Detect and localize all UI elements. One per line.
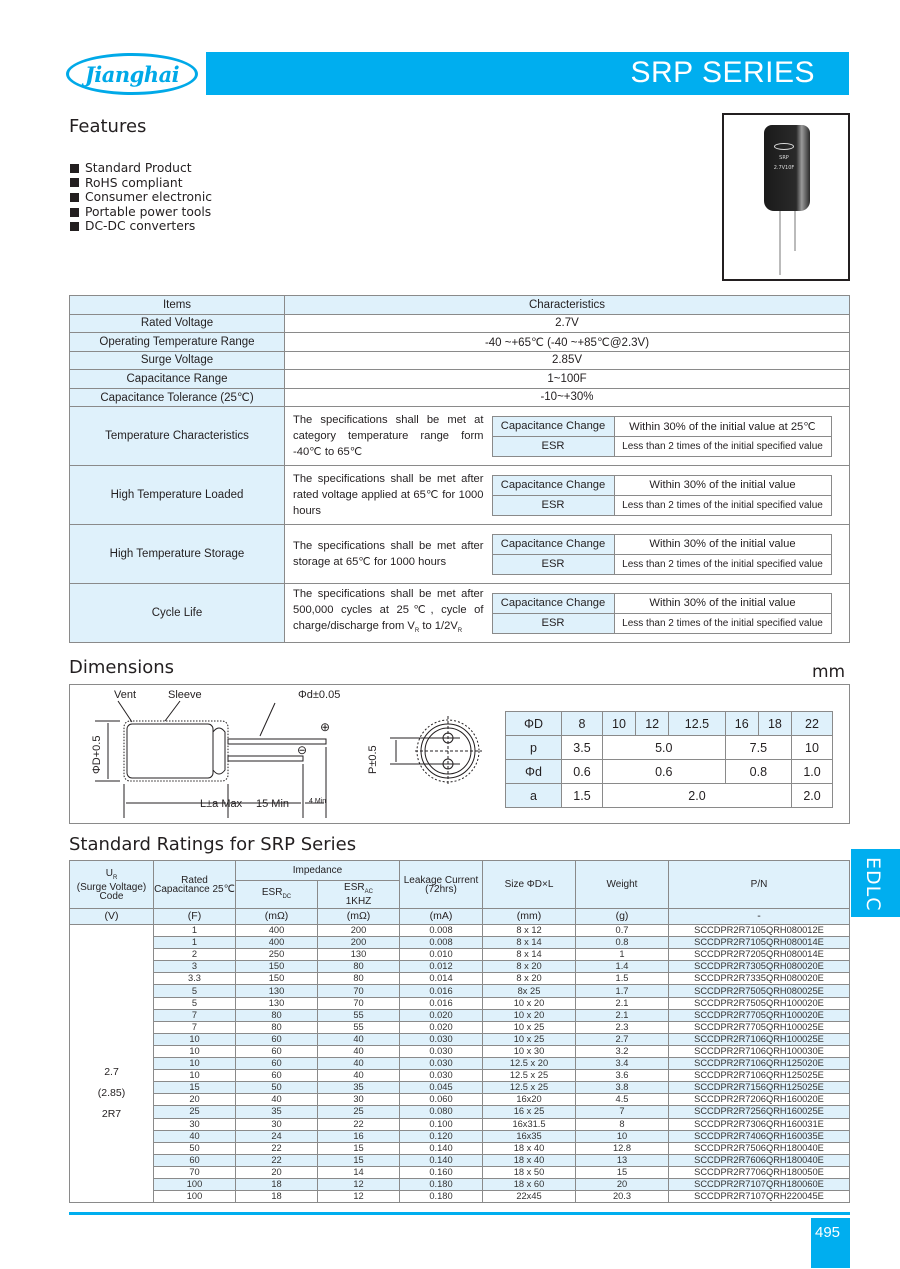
table-row: 100 18 12 0.180 22x45 20.3 SCCDPR2R7107QRH220045E (70, 1191, 850, 1203)
table-row: 30 30 22 0.100 16x31.5 8 SCCDPR2R7306QRH160031E (70, 1118, 850, 1130)
lead-wire (779, 211, 781, 275)
capacitor-image: SRP 2.7V10F (764, 125, 810, 211)
page-number: 495 (811, 1218, 850, 1268)
bullet-square-icon (70, 164, 79, 173)
test-row: High Temperature Loaded The specifications shall be met after rated voltage applied at 65℃ for 1000 hours Capacitance Change Within 30% of the initial value ESR Less than 2 times of the initial specified value (70, 466, 850, 525)
feature-item: Consumer electronic (70, 190, 212, 205)
bullet-square-icon (70, 208, 79, 217)
feature-item: DC-DC converters (70, 219, 212, 234)
ratings-table: $U_R$ (Surge Voltage) Code Rated Capacitance 25℃ Impedance Leakage Current (72hrs) Size ΦD×L Weight P/N $ESR_{DC}$ $ESR_{AC}$ 1KHZ (V) (F) (mΩ) (mΩ) (mA) (mm) (g) - 2.7 (2.85) 2R7 1 400 200 0.008 8 x 12 0.7 SCCDPR2R7105QRH080012E 1 400 200 0.008 8 x 14 0.8 SCCDPR2R7105QRH080014E 2 250 130 0.010 8 x 14 1 SCCDPR2R7205QRH080014E 3 150 80 0.012 8 x 20 1.4 SCCDPR2R7305QRH080020E 3.3 150 80 0.014 8 x 20 1.5 SCCDPR2R7335QRH080020E 5 130 70 0.016 8x 25 1.7 SCCDPR2R7505QRH080025E 5 130 70 0.016 10 x 20 2.1 SCCDPR2R7505QRH100020E 7 80 55 0.020 10 x 20 2.1 SCCDPR2R7705QRH100020E 7 80 55 0.020 10 x 25 2.3 SCCDPR2R7705QRH100025E 10 60 40 0.030 10 x 25 2.7 SCCDPR2R7106QRH100025E 10 60 40 0.030 10 x 30 3.2 SCCDPR2R7106QRH100030E 10 60 40 0.030 12.5 x 20 3.4 SCCDPR2R7106QRH125020E 10 60 40 0.030 12.5 x 25 3.6 SCCDPR2R7106QRH125025E 15 50 35 0.045 12.5 x 25 3.8 SCCDPR2R7156QRH125025E 20 40 30 0.060 16x20 4.5 SCCDPR2R7206QRH160020E 25 35 25 0.080 16 x 25 7 SCCDPR2R7256QRH160025E 30 30 22 0.100 16x31.5 8 SCCDPR2R7306QRH160031E 40 24 16 0.120 16x35 10 SCCDPR2R7406QRH160035E 50 22 15 0.140 18 x 40 12.8 SCCDPR2R7506QRH180040E 60 22 15 0.140 18 x 40 13 SCCDPR2R7606QRH180040E 70 20 14 0.160 18 x 50 15 SCCDPR2R7706QRH180050E 100 18 12 0.180 18 x 60 20 SCCDPR2R7107QRH180060E 100 18 12 0.180 22x45 20.3 SCCDPR2R7107QRH220045E (69, 860, 850, 1203)
svg-text:Vent: Vent (114, 689, 137, 701)
table-row: 10 60 40 0.030 10 x 30 3.2 SCCDPR2R7106QRH100030E (70, 1045, 850, 1057)
table-row: 40 24 16 0.120 16x35 10 SCCDPR2R7406QRH160035E (70, 1130, 850, 1142)
svg-text:L±a Max: L±a Max (200, 798, 243, 810)
dimensions-heading: Dimensions (69, 657, 175, 678)
table-row: 10 60 40 0.030 12.5 x 20 3.4 SCCDPR2R7106QRH125020E (70, 1058, 850, 1070)
svg-text:Φd±0.05: Φd±0.05 (298, 689, 341, 701)
feature-item: Portable power tools (70, 205, 212, 220)
dimension-drawing (70, 686, 490, 821)
bullet-square-icon (70, 193, 79, 202)
unit-label: mm (812, 662, 846, 682)
bullet-square-icon (70, 178, 79, 187)
series-title: SRP SERIES (630, 56, 815, 89)
table-row: 100 18 12 0.180 18 x 60 20 SCCDPR2R7107QRH180060E (70, 1178, 850, 1190)
table-row: 2 250 130 0.010 8 x 14 1 SCCDPR2R7205QRH080014E (70, 949, 850, 961)
table-row: 60 22 15 0.140 18 x 40 13 SCCDPR2R7606QRH180040E (70, 1154, 850, 1166)
table-row: 2.7 (2.85) 2R7 1 400 200 0.008 8 x 12 0.7 SCCDPR2R7105QRH080012E (70, 925, 850, 937)
test-row: Temperature Characteristics The specifications shall be met at category temperature range form -40℃ to 65℃ Capacitance Change Within 30% of the initial value at 25℃ ESR Less than 2 times of the initial specified value (70, 407, 850, 466)
table-row: 25 35 25 0.080 16 x 25 7 SCCDPR2R7256QRH160025E (70, 1106, 850, 1118)
test-row: Cycle Life The specifications shall be met after 500,000 cycles at 25℃, cycle of charge/discharge from $V_R$ to $1/2V_R$ Capacitance Change Within 30% of the initial value ESR Less than 2 times of the initial specified value (70, 584, 850, 643)
ratings-heading: Standard Ratings for SRP Series (69, 834, 357, 855)
features-heading: Features (69, 116, 147, 137)
table-row: 5 130 70 0.016 8x 25 1.7 SCCDPR2R7505QRH080025E (70, 985, 850, 997)
bullet-square-icon (70, 222, 79, 231)
lead-wire (794, 211, 796, 251)
table-row: 7 80 55 0.020 10 x 25 2.3 SCCDPR2R7705QRH100025E (70, 1021, 850, 1033)
voltage-cell: 2.7 (2.85) 2R7 (70, 925, 154, 1203)
feature-item: RoHS compliant (70, 176, 212, 191)
table-row: 7 80 55 0.020 10 x 20 2.1 SCCDPR2R7705QRH100020E (70, 1009, 850, 1021)
svg-text:Sleeve: Sleeve (168, 689, 202, 701)
table-row: 1 400 200 0.008 8 x 14 0.8 SCCDPR2R7105QRH080014E (70, 937, 850, 949)
features-list (70, 161, 212, 234)
table-row: 70 20 14 0.160 18 x 50 15 SCCDPR2R7706QRH180050E (70, 1166, 850, 1178)
product-photo (722, 113, 850, 281)
svg-text:4 Min: 4 Min (309, 798, 327, 805)
table-row: 3 150 80 0.012 8 x 20 1.4 SCCDPR2R7305QRH080020E (70, 961, 850, 973)
table-row: 5 130 70 0.016 10 x 20 2.1 SCCDPR2R7505QRH100020E (70, 997, 850, 1009)
table-row: 10 60 40 0.030 10 x 25 2.7 SCCDPR2R7106QRH100025E (70, 1033, 850, 1045)
jianghai-logo: Jianghai (66, 53, 198, 95)
characteristics-table: Items Characteristics Rated Voltage 2.7V Operating Temperature Range -40 ~+65℃ (-40 ~+85℃@2.3V) Surge Voltage 2.85V Capacitance Range 1~100F Capacitance Tolerance (25℃) -10~+30% Temperature Characteristics The specifications shall be met at category temperature range form -40℃ to 65℃ Capacitance Change Within 30% of the initial value at 25℃ ESR Less than 2 times of the initial specified value High Temperature Loaded The specifications shall be met after rated voltage applied at 65℃ for 1000 hours Capacitance Change Within 30% of the initial value ESR Less than 2 times of the initial specified value High Temperature Storage The specifications shall be met after storage at 65℃ for 1000 hours Capacitance Change Within 30% of the initial value ESR Less than 2 times of the initial specified value Cycle Life The specifications shall be met after 500,000 cycles at 25℃, cycle of charge/discharge from $V_R$ to $1/2V_R$ Capacitance Change Within 30% of the initial value ESR Less than 2 times of the initial specified value (69, 295, 850, 643)
dimensions-table: ΦD 8 10 12 12.5 16 18 22 p 3.5 5.0 7.5 10 Φd 0.6 0.6 0.8 1.0 a 1.5 2.0 2.0 (505, 711, 833, 808)
table-row: 15 50 35 0.045 12.5 x 25 3.8 SCCDPR2R7156QRH125025E (70, 1082, 850, 1094)
svg-text:⊖: ⊖ (297, 743, 308, 757)
table-row: 50 22 15 0.140 18 x 40 12.8 SCCDPR2R7506QRH180040E (70, 1142, 850, 1154)
table-row: 3.3 150 80 0.014 8 x 20 1.5 SCCDPR2R7335QRH080020E (70, 973, 850, 985)
svg-text:15 Min: 15 Min (256, 798, 290, 810)
edlc-side-tab: EDLC (851, 849, 900, 917)
table-row: 10 60 40 0.030 12.5 x 25 3.6 SCCDPR2R7106QRH125025E (70, 1070, 850, 1082)
capacitor-logo-icon (774, 143, 794, 150)
svg-text:P±0.5: P±0.5 (367, 745, 379, 774)
feature-item: Standard Product (70, 161, 212, 176)
svg-text:⊕: ⊕ (320, 720, 331, 734)
footer-rule (69, 1212, 850, 1215)
test-row: High Temperature Storage The specifications shall be met after storage at 65℃ for 1000 hours Capacitance Change Within 30% of the initial value ESR Less than 2 times of the initial specified value (70, 525, 850, 584)
series-banner (206, 52, 849, 95)
svg-text:ΦD+0.5: ΦD+0.5 (91, 735, 103, 774)
table-row: 20 40 30 0.060 16x20 4.5 SCCDPR2R7206QRH160020E (70, 1094, 850, 1106)
